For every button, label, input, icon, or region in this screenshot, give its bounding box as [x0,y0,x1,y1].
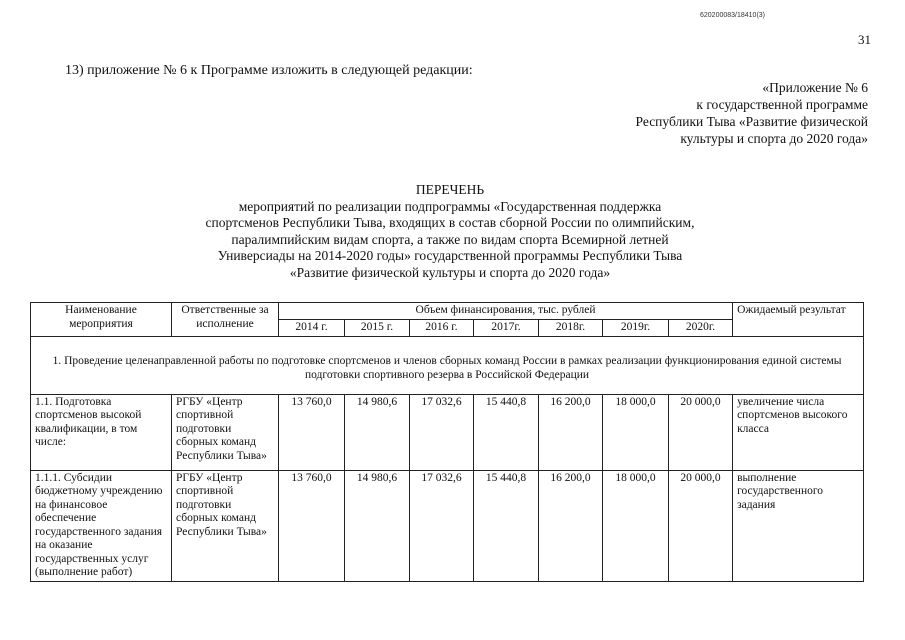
row-responsible: РГБУ «Центр спортивной подготовки сборных команд Республики Тыва» [172,394,279,470]
table-row [31,394,864,470]
row-result: увеличение числа спортсменов высокого класса [733,394,864,470]
row-result: выполнение государственного задания [733,470,864,581]
value-cell: 13 760,0 [279,394,345,470]
value-cell: 17 032,6 [410,470,474,581]
value-cell: 16 200,0 [539,470,603,581]
value-cell: 16 200,0 [539,394,603,470]
value-cell: 14 980,6 [345,394,410,470]
value-cell: 18 000,0 [603,470,669,581]
header-responsible: Ответственные за исполнение [172,303,279,337]
value-cell: 14 980,6 [345,470,410,581]
header-result: Ожидаемый результат [733,303,864,337]
year-cell: 2014 г. [279,319,345,336]
heading-title: ПЕРЕЧЕНЬ [415,182,485,197]
document-heading [160,182,740,281]
value-cell: 20 000,0 [669,470,733,581]
appendix-line: культуры и спорта до 2020 года» [680,131,868,146]
row-name: 1.1. Подготовка спортсменов высокой квалификации, в том числе: [31,394,172,470]
intro-text: 13) приложение № 6 к Программе изложить в следующей редакции: [65,63,473,78]
funding-table [30,302,864,582]
table-header-row [31,303,864,320]
page-number: 31 [858,32,871,47]
row-name: 1.1.1. Субсидии бюджетному учреждению на финансовое обеспечение государственного задания на оказание государственных услуг (выполнение работ) [31,470,172,581]
document-number: 620200083/18410(3) [700,12,766,19]
heading-line: «Развитие физической культуры и спорта до 2020 года» [289,264,611,280]
table-section-row [31,336,864,394]
header-name: Наименование мероприятия [31,303,172,337]
section-title: 1. Проведение целенаправленной работы по подготовке спортсменов и членов сборных команд России в рамках реализации функционирования единой системы подготовки спортивного резерва в Российской Федерации [31,336,864,394]
heading-line: паралимпийским видам спорта, а также по видам спорта Всемирной летней [231,231,669,247]
header-funding: Объем финансирования, тыс. рублей [279,303,733,320]
value-cell: 18 000,0 [603,394,669,470]
table-row [31,470,864,581]
value-cell: 20 000,0 [669,394,733,470]
year-cell: 2019г. [603,319,669,336]
appendix-line: Республики Тыва «Развитие физической [635,114,868,129]
appendix-line: к государственной программе [696,97,868,112]
year-cell: 2018г. [539,319,603,336]
value-cell: 13 760,0 [279,470,345,581]
heading-line: мероприятий по реализации подпрограммы «Государственная поддержка [238,198,662,214]
year-cell: 2016 г. [410,319,474,336]
value-cell: 15 440,8 [474,394,539,470]
appendix-note [600,79,868,147]
year-cell: 2020г. [669,319,733,336]
heading-line: спортсменов Республики Тыва, входящих в состав сборной России по олимпийским, [205,215,695,230]
appendix-line: «Приложение № 6 [762,80,868,95]
year-cell: 2017г. [474,319,539,336]
heading-line: Универсиады на 2014-2020 годы» государственной программы Республики Тыва [217,248,683,263]
value-cell: 17 032,6 [410,394,474,470]
year-cell: 2015 г. [345,319,410,336]
value-cell: 15 440,8 [474,470,539,581]
row-responsible: РГБУ «Центр спортивной подготовки сборных команд Республики Тыва» [172,470,279,581]
